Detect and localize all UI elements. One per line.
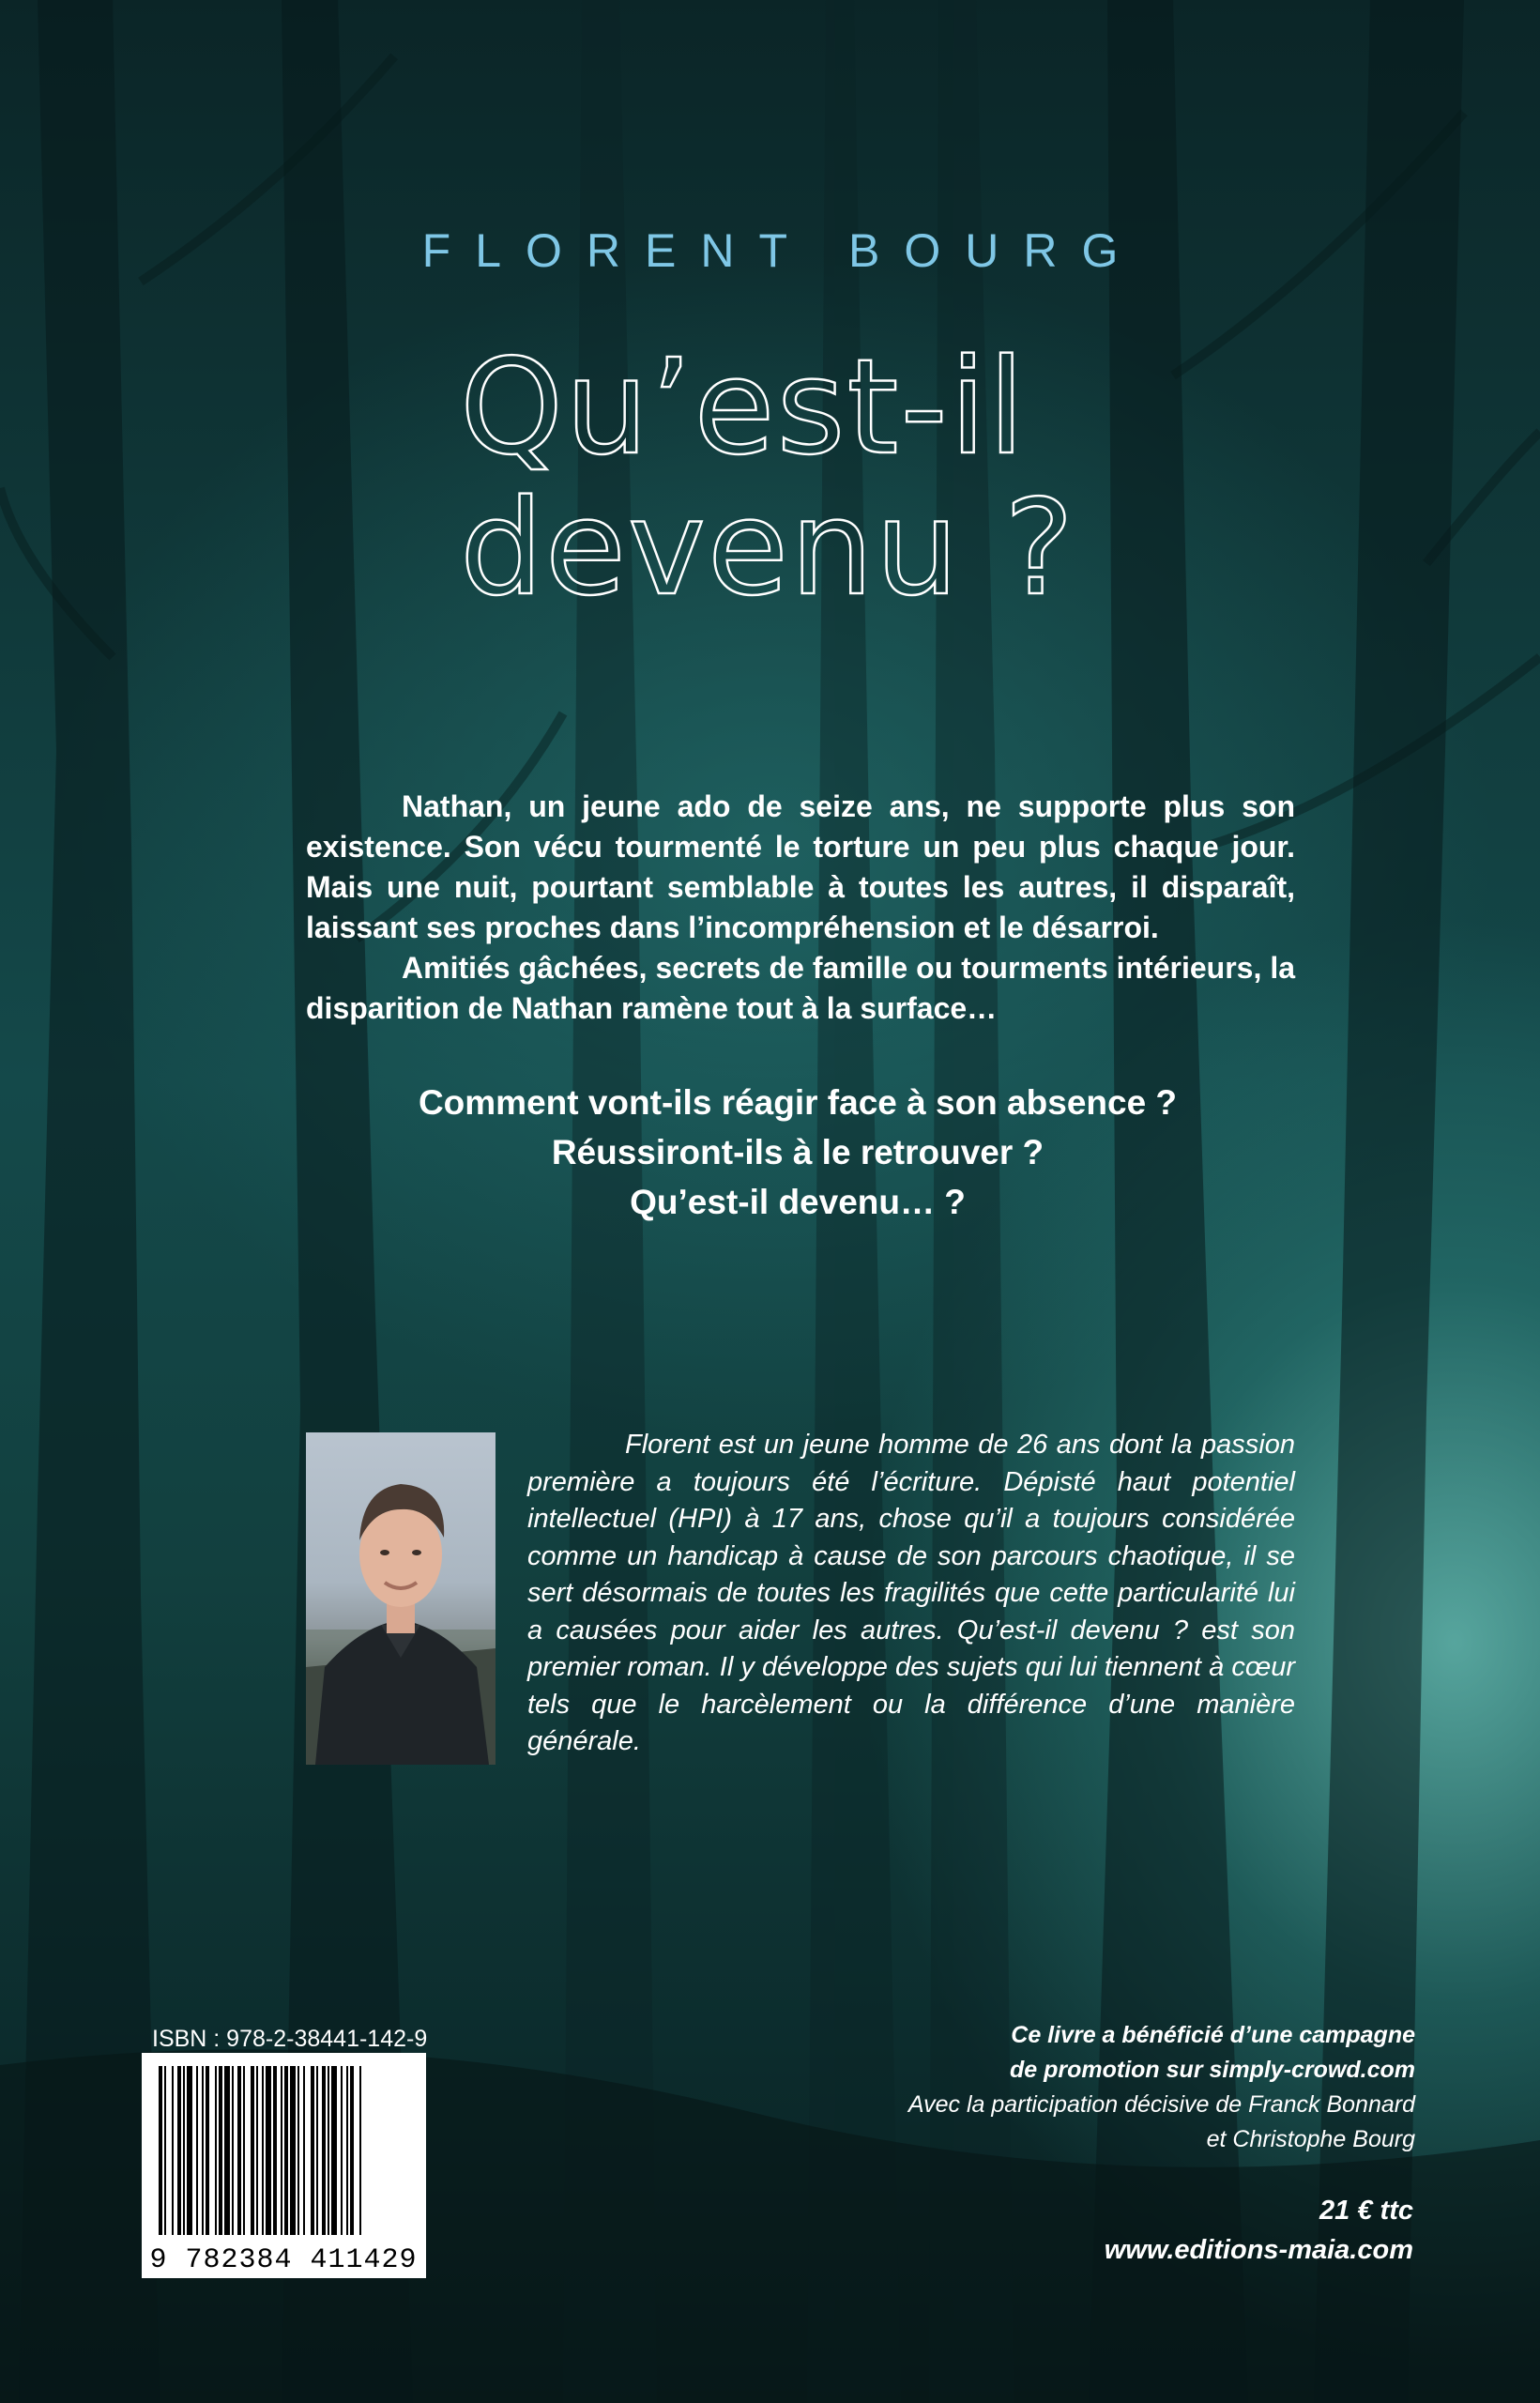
barcode-bar	[316, 2066, 318, 2235]
title-line-2: devenu ?	[460, 472, 1076, 625]
barcode-bar	[273, 2066, 277, 2235]
barcode-bar	[177, 2066, 181, 2235]
book-title	[460, 331, 1173, 625]
barcode-bar	[281, 2066, 282, 2235]
promotion-credits	[807, 2018, 1415, 2157]
barcode-bar	[359, 2066, 361, 2235]
barcode-bar	[196, 2066, 198, 2235]
barcode-bar	[322, 2066, 326, 2235]
barcode-digits: 9 782384 411429	[149, 2244, 418, 2276]
author-bio	[527, 1427, 1295, 1761]
barcode-bar	[341, 2066, 343, 2235]
credits-line-2: de promotion sur simply-crowd.com	[1010, 2057, 1415, 2083]
barcode-bar	[251, 2066, 254, 2235]
barcode-bar	[215, 2066, 217, 2235]
barcode-bar	[297, 2066, 299, 2235]
price-block	[845, 2191, 1413, 2270]
summary-paragraph-1: Nathan, un jeune ado de seize ans, ne supporte plus son existence. Son vécu tourmenté le torture un peu plus chaque jour. Mais une nuit, pourtant semblable à toutes les autres, il disparaît, laissant ses proches dans l’incompréhension et le désarroi.	[306, 789, 1295, 944]
barcode-bar	[206, 2066, 209, 2235]
barcode-bar	[224, 2066, 230, 2235]
barcode-bar	[284, 2066, 288, 2235]
barcode-bar	[187, 2066, 192, 2235]
teaser-questions	[282, 1078, 1314, 1227]
author-photo	[306, 1432, 496, 1765]
barcode-bar	[290, 2066, 296, 2235]
barcode-bar	[183, 2066, 185, 2235]
price: 21 € ttc	[1319, 2196, 1413, 2226]
credits-line-4: et Christophe Bourg	[1206, 2126, 1415, 2152]
barcode-bar	[311, 2066, 314, 2235]
credits-line-1: Ce livre a bénéficié d’une campagne	[1011, 2022, 1415, 2048]
barcode-bar	[202, 2066, 204, 2235]
barcode-bar	[328, 2066, 329, 2235]
question-2: Réussiront-ils à le retrouver ?	[551, 1133, 1044, 1171]
barcode-bar	[262, 2066, 264, 2235]
barcode-bar	[256, 2066, 258, 2235]
barcode-bar	[346, 2066, 348, 2235]
isbn-barcode	[142, 2053, 426, 2278]
barcode-bar	[159, 2066, 162, 2235]
barcode-bar	[232, 2066, 234, 2235]
isbn-label: ISBN : 978-2-38441-142-9	[152, 2026, 428, 2052]
question-1: Comment vont-ils réagir face à son absence ?	[418, 1083, 1178, 1122]
barcode-bar	[219, 2066, 222, 2235]
barcode-bar	[331, 2066, 337, 2235]
barcode-bar	[172, 2066, 174, 2235]
barcode-bar	[237, 2066, 241, 2235]
barcode-bars	[142, 2053, 426, 2278]
barcode-bar	[266, 2066, 271, 2235]
summary-text	[306, 787, 1295, 1029]
credits-line-3: Avec la participation décisive de Franck Bonnard	[907, 2091, 1415, 2118]
barcode-bar	[350, 2066, 354, 2235]
bio-paragraph: Florent est un jeune homme de 26 ans dont la passion première a toujours été l’écriture. Dépisté haut potentiel intellectuel (HPI) à 17 ans, chose qu’il a toujours considérée comme un handicap à cause de son parcours chaotique, il se sert désormais de toutes les fragilités que cette particularité lui a causées pour aider les autres. Qu’est-il devenu ? est son premier roman. Il y développe des sujets qui lui tiennent à cœur tels que le harcèlement ou la différence d’une manière générale.	[527, 1430, 1295, 1756]
title-line-1: Qu’est-il	[460, 331, 1027, 484]
barcode-bar	[243, 2066, 245, 2235]
publisher-website: www.editions-maia.com	[1104, 2235, 1413, 2265]
summary-paragraph-2: Amitiés gâchées, secrets de famille ou tourments intérieurs, la disparition de Nathan ramène tout à la surface…	[306, 951, 1295, 1025]
barcode-bar	[164, 2066, 166, 2235]
barcode-bar	[303, 2066, 305, 2235]
author-portrait-illustration	[306, 1432, 496, 1765]
question-3: Qu’est-il devenu… ?	[630, 1183, 966, 1221]
author-name: FLORENT BOURG	[421, 224, 1143, 277]
